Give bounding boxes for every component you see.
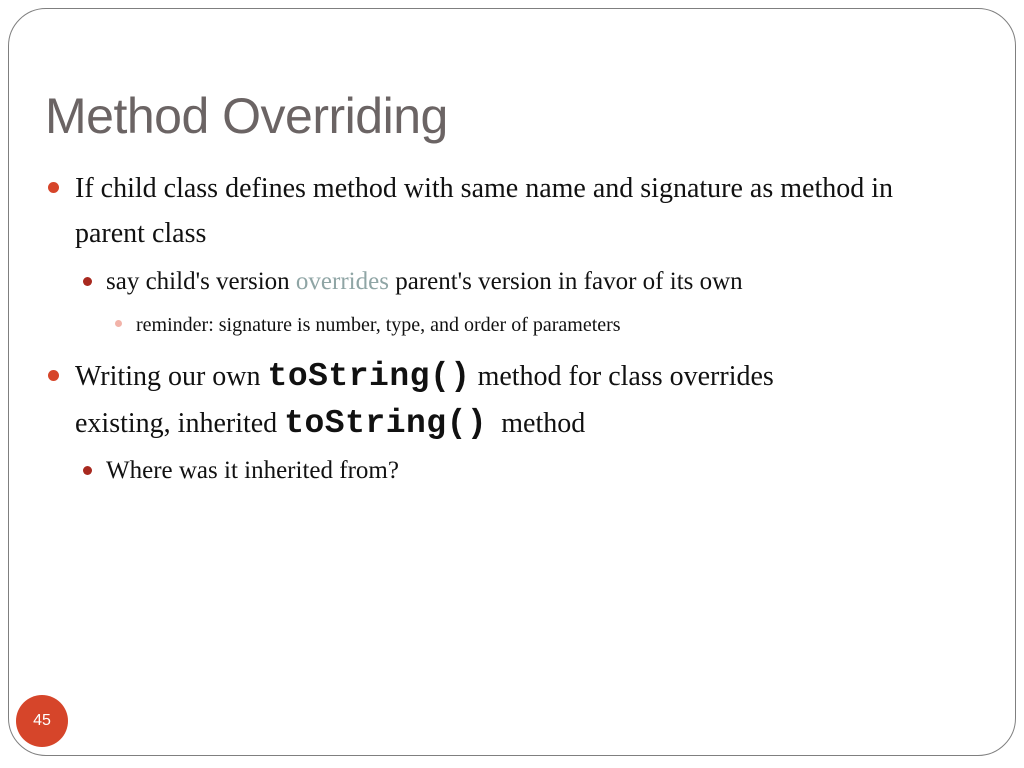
overrides-highlight: overrides xyxy=(295,268,389,295)
bullet-text-before: say child's version xyxy=(106,268,296,295)
bullet-dot-icon xyxy=(83,466,92,475)
bullet-text-part1: Writing our own xyxy=(75,361,268,392)
bullet-text: reminder: signature is number, type, and order of parameters xyxy=(136,314,621,336)
bullet-dot-icon xyxy=(48,182,59,193)
bullet-dot-icon xyxy=(48,370,59,381)
bullet-text: If child class defines method with same name and signature as method in parent class xyxy=(75,173,894,249)
bullet-text-after: parent's version in favor of its own xyxy=(388,268,743,295)
bullet-level1-overriding-definition xyxy=(75,166,925,256)
bullet-text-part2: method for class overrides xyxy=(470,361,774,392)
bullet-level2-overrides xyxy=(106,265,926,299)
tostring-code: toString() xyxy=(284,405,488,442)
bullet-dot-icon xyxy=(115,320,122,327)
slide-title: Method Overriding xyxy=(45,88,448,144)
bullet-text-part3: existing, inherited xyxy=(75,408,285,439)
bullet-text: Where was it inherited from? xyxy=(106,457,399,484)
page-number-badge: 45 xyxy=(16,695,68,747)
tostring-code: toString() xyxy=(267,358,471,395)
bullet-level3-signature-reminder xyxy=(136,311,916,339)
bullet-level1-tostring xyxy=(75,353,955,447)
bullet-text-part4: method xyxy=(494,408,586,439)
bullet-dot-icon xyxy=(83,277,92,286)
bullet-level2-inherited-question xyxy=(106,454,806,488)
